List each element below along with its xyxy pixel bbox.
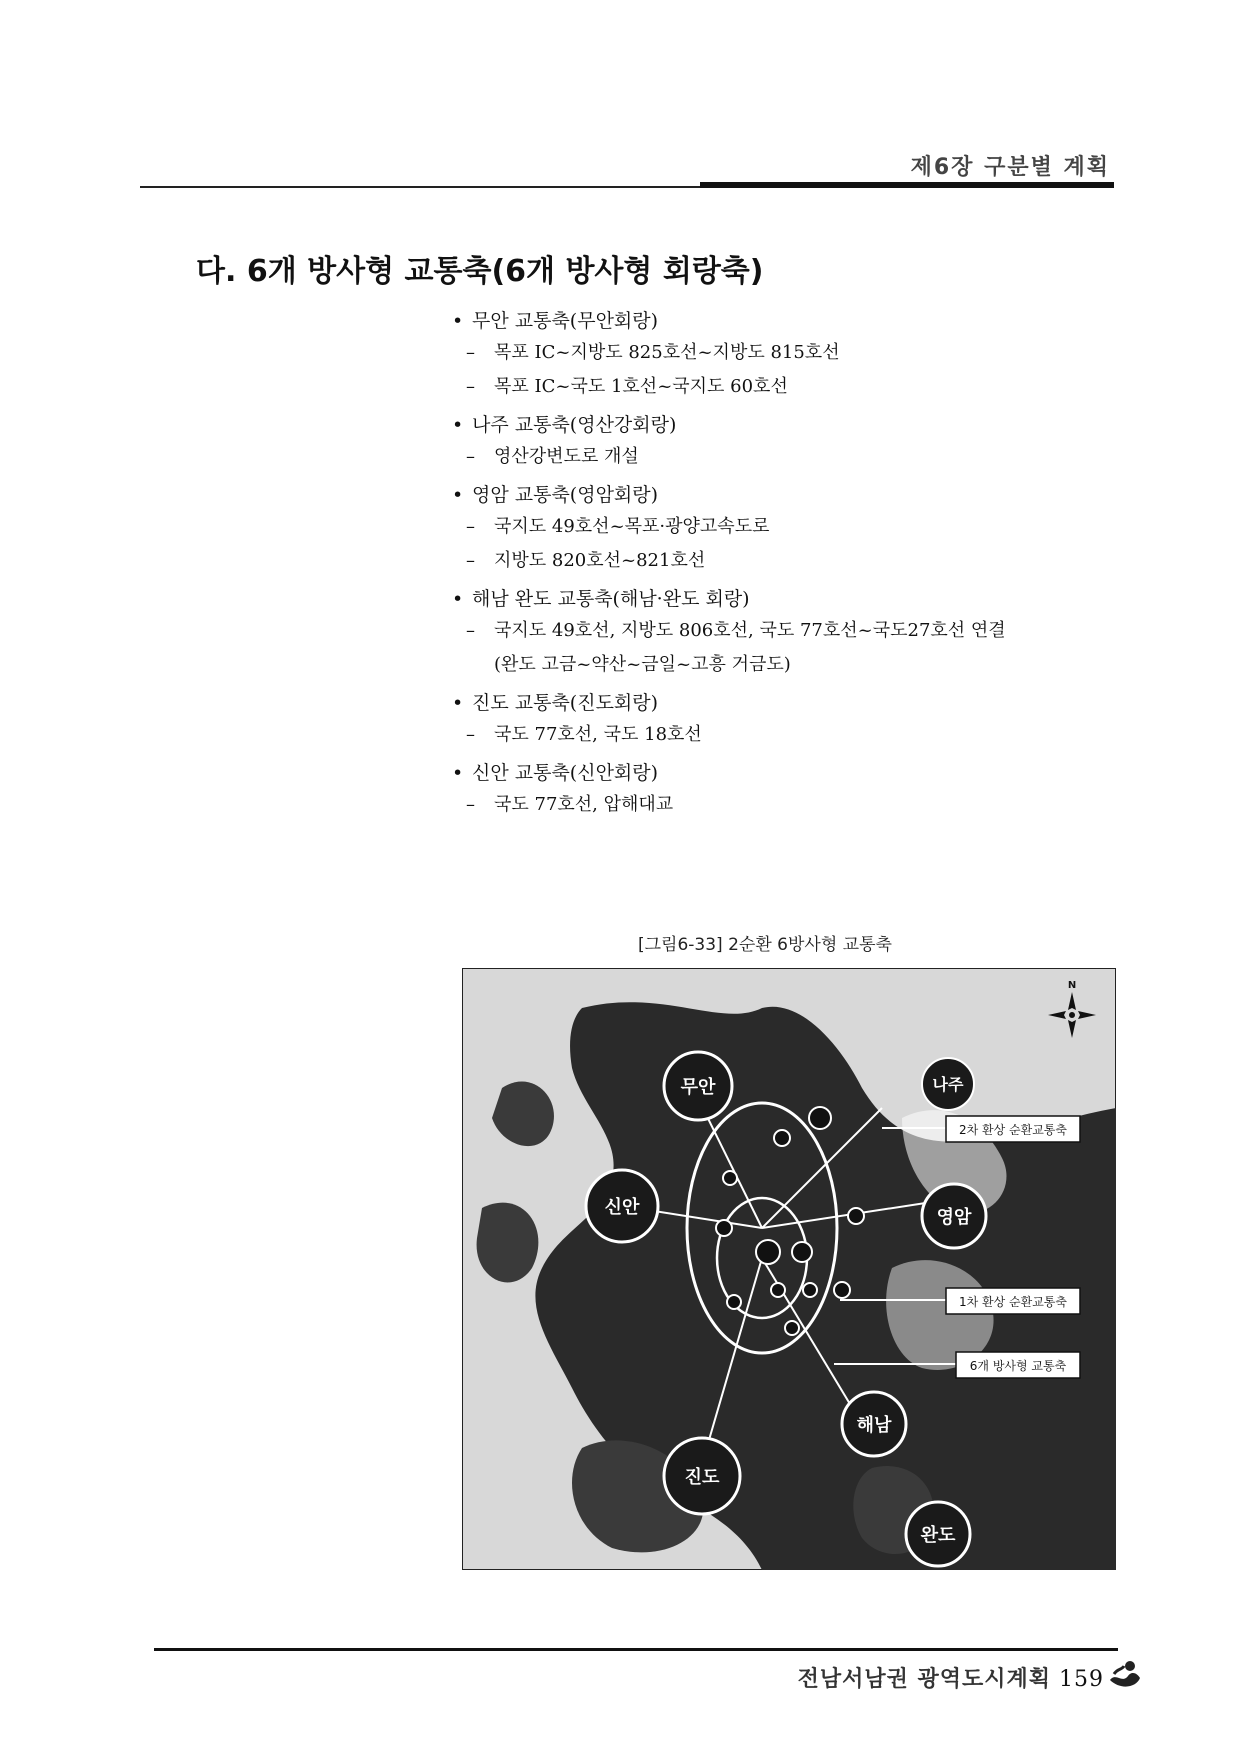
node-dot [771, 1283, 785, 1297]
header-rule-accent [700, 182, 1114, 188]
node-dot [716, 1220, 732, 1236]
compass-label: N [1067, 980, 1077, 991]
item-title: • 나주 교통축(영산강회랑) [452, 410, 1142, 440]
legend-radial: 6개 방사형 교통축 [969, 1359, 1067, 1373]
node-dot [785, 1321, 799, 1335]
item-title: • 해남 완도 교통축(해남·완도 회랑) [452, 584, 1142, 614]
node-dot [848, 1208, 864, 1224]
item-title: • 신안 교통축(신안회랑) [452, 758, 1142, 788]
node-dot [803, 1283, 817, 1297]
item-jindo [452, 688, 1142, 752]
item-yeongam [452, 480, 1142, 578]
footer [798, 1662, 1104, 1693]
legend-ring2: 2차 환상 순환교통축 [958, 1123, 1068, 1137]
item-list [452, 300, 1142, 822]
node-dot [834, 1282, 850, 1298]
bullet-icon: • [452, 310, 464, 332]
node-dot [809, 1107, 831, 1129]
item-line: – 지방도 820호선~821호선 [466, 550, 706, 571]
bullet-icon: • [452, 484, 464, 506]
item-line-continuation: (완도 고금~약산~금일~고흥 거금도) [494, 654, 791, 675]
bullet-icon: • [452, 414, 464, 436]
item-line: – 국지도 49호선, 지방도 806호선, 국도 77호선~국도27호선 연결 [466, 620, 1006, 641]
item-haenam-wando [452, 584, 1142, 682]
item-title: • 무안 교통축(무안회랑) [452, 306, 1142, 336]
page-number: 159 [1059, 1667, 1104, 1692]
node-dot [756, 1240, 780, 1264]
footer-logo-icon [1106, 1658, 1142, 1692]
header-title: 제6장 구분별 계획 [910, 155, 1110, 180]
item-line: – 국도 77호선, 국도 18호선 [466, 724, 702, 745]
item-muan [452, 306, 1142, 404]
figure-map [462, 968, 1116, 1570]
node-dot [723, 1171, 737, 1185]
region-jindo-label: 진도 [684, 1467, 720, 1488]
region-sinan-label: 신안 [604, 1197, 640, 1218]
item-naju [452, 410, 1142, 474]
node-dot [792, 1242, 812, 1262]
section-heading: 다. 6개 방사형 교통축(6개 방사형 회랑축) [196, 254, 764, 289]
item-line: – 목포 IC~지방도 825호선~지방도 815호선 [466, 342, 840, 363]
figure-caption: [그림6-33] 2순환 6방사형 교통축 [638, 935, 892, 955]
item-title: • 영암 교통축(영암회랑) [452, 480, 1142, 510]
item-title: • 진도 교통축(진도회랑) [452, 688, 1142, 718]
item-line: – 영산강변도로 개설 [466, 446, 639, 467]
footer-title: 전남서남권 광역도시계획 [797, 1667, 1051, 1692]
region-yeongam-label: 영암 [936, 1207, 972, 1228]
item-line: – 국도 77호선, 압해대교 [466, 794, 674, 815]
bullet-icon: • [452, 762, 464, 784]
bullet-icon: • [452, 692, 464, 714]
region-haenam-label: 해남 [856, 1415, 892, 1436]
map-svg [462, 968, 1116, 1570]
item-line: – 목포 IC~국도 1호선~국지도 60호선 [466, 376, 788, 397]
node-dot [774, 1130, 790, 1146]
region-muan-label: 무안 [680, 1077, 716, 1098]
node-dot [727, 1295, 741, 1309]
footer-rule [154, 1648, 1118, 1651]
item-sinan [452, 758, 1142, 822]
item-line: – 국지도 49호선~목포·광양고속도로 [466, 516, 770, 537]
region-wando-label: 완도 [920, 1525, 956, 1546]
region-naju-label: 나주 [932, 1075, 964, 1094]
bullet-icon: • [452, 588, 464, 610]
legend-ring1: 1차 환상 순환교통축 [958, 1295, 1068, 1309]
